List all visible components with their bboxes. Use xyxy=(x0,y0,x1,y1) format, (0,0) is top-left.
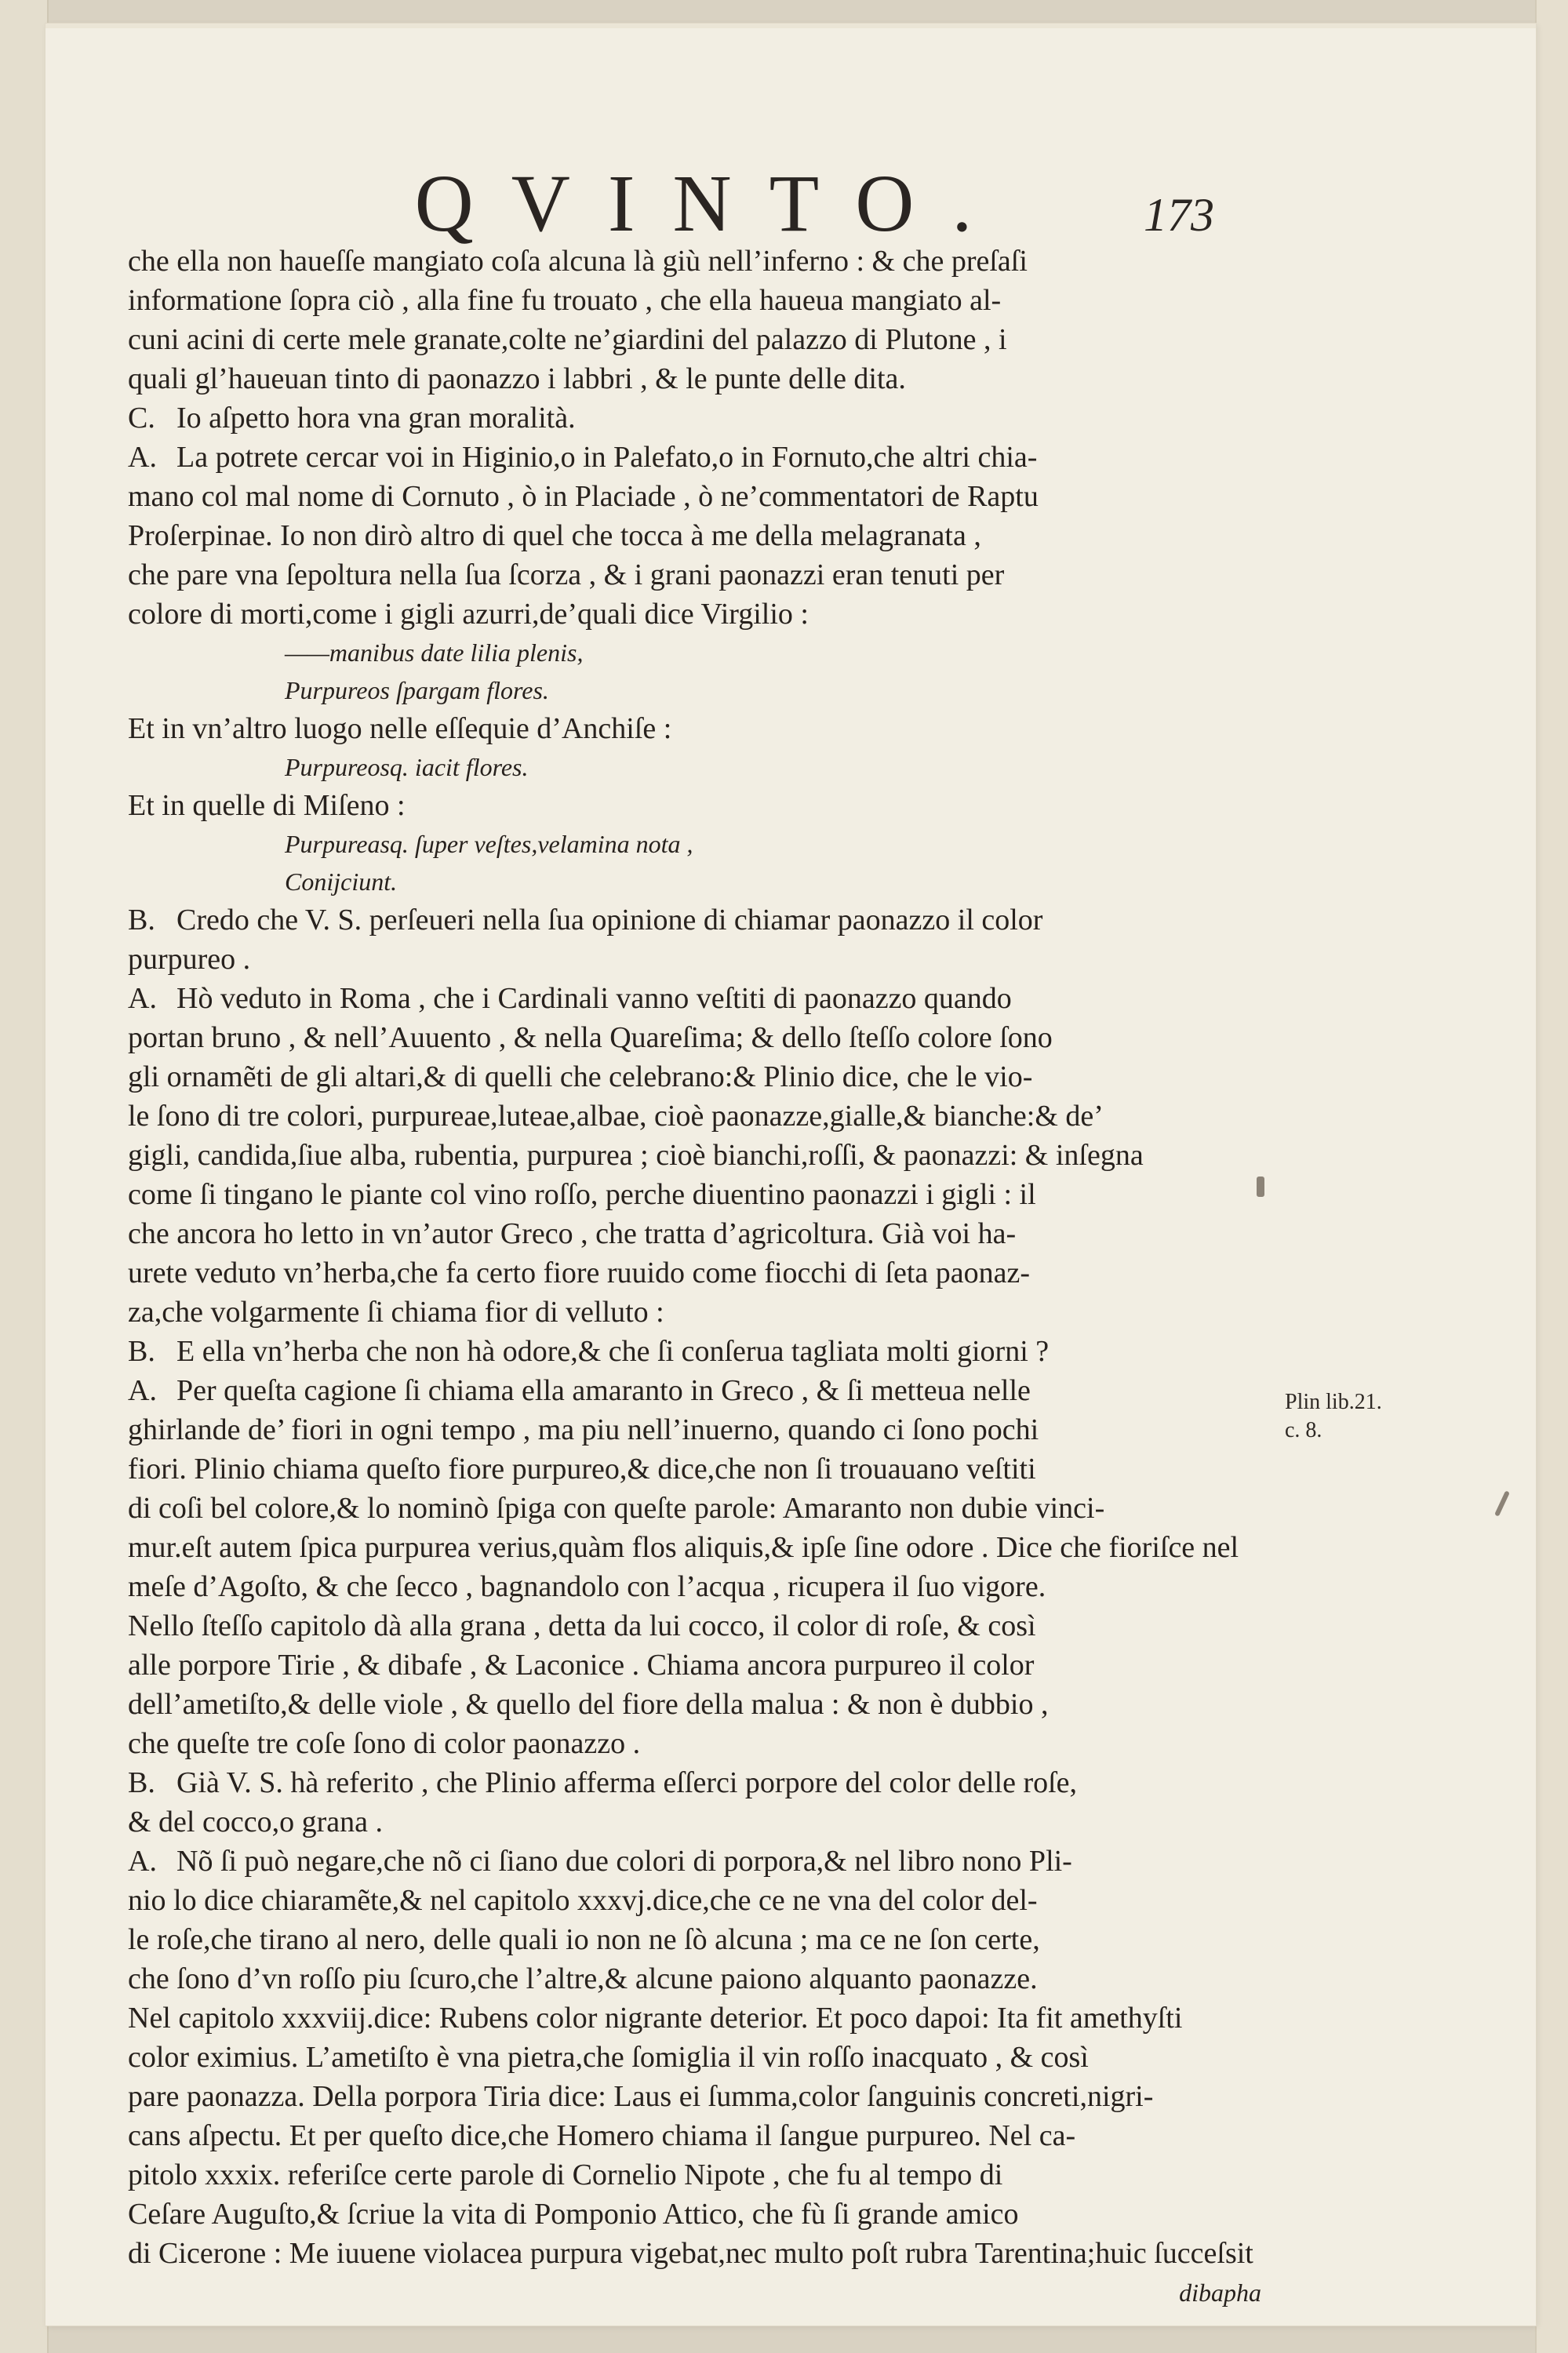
verse-quotation: Purpureosq. iacit flores. xyxy=(285,753,529,781)
margin-mark xyxy=(1257,1176,1264,1197)
text-line: urete veduto vn’herba,che fa certo fiore ruuido come fiocchi di ſeta paonaz- xyxy=(128,1257,1031,1289)
text-line: Nel capitolo xxxviij.dice: Rubens color nigrante deterior. Et poco dapoi: Ita fit amethyſti xyxy=(128,2002,1183,2035)
text-line: che queſte tre coſe ſono di color paonazzo . xyxy=(128,1727,641,1760)
text-line xyxy=(128,900,1285,940)
text-line: le roſe,che tirano al nero, delle quali io non ne ſò alcuna ; ma ce ne ſon certe, xyxy=(128,1923,1040,1956)
text-line xyxy=(128,1332,1285,1371)
text-line: za,che volgarmente ſi chiama fior di velluto : xyxy=(128,1296,664,1329)
text-line: gigli, candida,ſiue alba, rubentia, purpurea ; cioè bianchi,roſſi, & paonazzi: & inſegna xyxy=(128,1139,1144,1172)
text-line: gli ornamẽti de gli altari,& di quelli che celebrano:& Plinio dice, che le vio- xyxy=(128,1060,1033,1093)
text-line xyxy=(128,1371,1285,1410)
page-number: 173 xyxy=(1144,189,1214,241)
speech-text: Credo che V. S. perſeueri nella ſua opinione di chiamar paonazzo il color xyxy=(176,904,1043,936)
speaker-label: C. xyxy=(128,402,155,435)
text-line: Et in quelle di Miſeno : xyxy=(128,789,406,822)
text-line: di Cicerone : Me iuuene violacea purpura vigebat,nec multo poſt rubra Tarentina;huic ſucceſsit xyxy=(128,2237,1253,2270)
text-line: che pare vna ſepoltura nella ſua ſcorza , & i grani paonazzi eran tenuti per xyxy=(128,558,1005,591)
text-line: portan bruno , & nell’Auuento , & nella Quareſima; & dello ſteſſo colore ſono xyxy=(128,1021,1053,1054)
text-line: ghirlande de’ fiori in ogni tempo , ma piu nell’inuerno, quando ci ſono pochi xyxy=(128,1413,1039,1446)
text-line: quali gl’haueuan tinto di paonazzo i labbri , & le punte delle dita. xyxy=(128,362,906,395)
marginal-note-line: Plin lib.21. xyxy=(1285,1390,1382,1414)
verse-quotation: Purpureos ſpargam flores. xyxy=(285,676,549,704)
text-line: come ſi tingano le piante col vino roſſo, perche diuentino paonazzi i gigli : il xyxy=(128,1178,1036,1211)
speaker-label: A. xyxy=(128,1374,157,1407)
text-line xyxy=(128,438,1285,477)
text-line: che ella non haueſſe mangiato coſa alcuna là giù nell’inferno : & che preſaſi xyxy=(128,245,1028,278)
text-line: colore di morti,come i gigli azurri,de’quali dice Virgilio : xyxy=(128,598,809,631)
speech-text: E ella vn’herba che non hà odore,& che ſi conſerua tagliata molti giorni ? xyxy=(176,1335,1050,1368)
text-line: nio lo dice chiaramẽte,& nel capitolo xxxvj.dice,che ce ne vna del color del- xyxy=(128,1884,1038,1917)
text-line: Nello ſteſſo capitolo dà alla grana , detta da lui cocco, il color di roſe, & così xyxy=(128,1609,1036,1642)
speaker-label: A. xyxy=(128,982,157,1015)
speaker-label: B. xyxy=(128,1766,155,1799)
text-line: purpureo . xyxy=(128,943,251,976)
marginal-note-line: c. 8. xyxy=(1285,1418,1322,1442)
speech-text: La potrete cercar voi in Higinio,o in Palefato,o in Fornuto,che altri chia- xyxy=(176,441,1038,474)
text-line: mano col mal nome di Cornuto , ò in Placiade , ò ne’commentatori de Raptu xyxy=(128,480,1039,513)
text-line xyxy=(128,398,1285,438)
speech-text: Nõ ſi può negare,che nõ ci ſiano due colori di porpora,& nel libro nono Pli- xyxy=(176,1845,1072,1878)
catchword: dibapha xyxy=(1179,2278,1261,2307)
text-line: & del cocco,o grana . xyxy=(128,1806,383,1838)
body-text xyxy=(128,242,1285,2312)
verse-quotation: ——manibus date lilia plenis, xyxy=(285,638,584,667)
page-edge xyxy=(45,24,1536,28)
text-line: color eximius. L’ametiſto è vna pietra,che ſomiglia il vin roſſo inacquato , & così xyxy=(128,2041,1089,2074)
text-line: Proſerpinae. Io non dirò altro di quel che tocca à me della melagranata , xyxy=(128,519,981,552)
verse-quotation: Conijciunt. xyxy=(285,867,398,896)
text-line: Ceſare Auguſto,& ſcriue la vita di Pomponio Attico, che fù ſi grande amico xyxy=(128,2198,1019,2231)
speaker-label: B. xyxy=(128,904,155,936)
text-line: meſe d’Agoſto, & che ſecco , bagnandolo con l’acqua , ricupera il ſuo vigore. xyxy=(128,1570,1046,1603)
adjacent-page-left xyxy=(0,0,49,2353)
text-line: cuni acini di certe mele granate,colte ne’giardini del palazzo di Plutone , i xyxy=(128,323,1007,356)
text-line: cans aſpectu. Et per queſto dice,che Homero chiama il ſangue purpureo. Nel ca- xyxy=(128,2119,1076,2152)
text-line: dell’ametiſto,& delle viole , & quello del fiore della malua : & non è dubbio , xyxy=(128,1688,1049,1721)
adjacent-page-right xyxy=(1535,0,1568,2353)
text-line: che ancora ho letto in vn’autor Greco , che tratta d’agricoltura. Già voi ha- xyxy=(128,1217,1017,1250)
speech-text: Io aſpetto hora vna gran moralità. xyxy=(176,402,576,435)
text-line: Et in vn’altro luogo nelle eſſequie d’Anchiſe : xyxy=(128,712,672,745)
text-line: informatione ſopra ciò , alla fine fu trouato , che ella haueua mangiato al- xyxy=(128,284,1002,317)
speech-text: Hò veduto in Roma , che i Cardinali vanno veſtiti di paonazzo quando xyxy=(176,982,1012,1015)
speaker-label: A. xyxy=(128,1845,157,1878)
speaker-label: A. xyxy=(128,441,157,474)
text-line: le ſono di tre colori, purpureae,luteae,albae, cioè paonazze,gialle,& bianche:& de’ xyxy=(128,1100,1104,1133)
running-title: QVINTO. xyxy=(414,158,1010,249)
text-line: pitolo xxxix. referiſce certe parole di Cornelio Nipote , che fu al tempo di xyxy=(128,2158,1003,2191)
verse-quotation: Purpureasq. ſuper veſtes,velamina nota , xyxy=(285,830,693,858)
book-page xyxy=(45,24,1536,2326)
margin-mark xyxy=(1494,1490,1510,1516)
text-line: pare paonazza. Della porpora Tiria dice: Laus ei ſumma,color ſanguinis concreti,nigri- xyxy=(128,2080,1154,2113)
text-line: di coſi bel colore,& lo nominò ſpiga con queſte parole: Amaranto non dubie vinci- xyxy=(128,1492,1105,1525)
text-line xyxy=(128,1842,1285,1881)
marginal-note xyxy=(1285,1388,1395,1445)
text-line: fiori. Plinio chiama queſto fiore purpureo,& dice,che non ſi trouauano veſtiti xyxy=(128,1453,1036,1486)
text-line: che ſono d’vn roſſo piu ſcuro,che l’altre,& alcune paiono alquanto paonazze. xyxy=(128,1962,1038,1995)
text-line xyxy=(128,1763,1285,1802)
text-line: alle porpore Tirie , & dibafe , & Laconice . Chiama ancora purpureo il color xyxy=(128,1649,1035,1682)
speaker-label: B. xyxy=(128,1335,155,1368)
text-line: mur.eſt autem ſpica purpurea verius,quàm flos aliquis,& ipſe ſine odore . Dice che fioriſce nel xyxy=(128,1531,1239,1564)
speech-text: Per queſta cagione ſi chiama ella amaranto in Greco , & ſi metteua nelle xyxy=(176,1374,1031,1407)
text-line xyxy=(128,979,1285,1018)
speech-text: Già V. S. hà referito , che Plinio afferma eſſerci porpore del color delle roſe, xyxy=(176,1766,1078,1799)
